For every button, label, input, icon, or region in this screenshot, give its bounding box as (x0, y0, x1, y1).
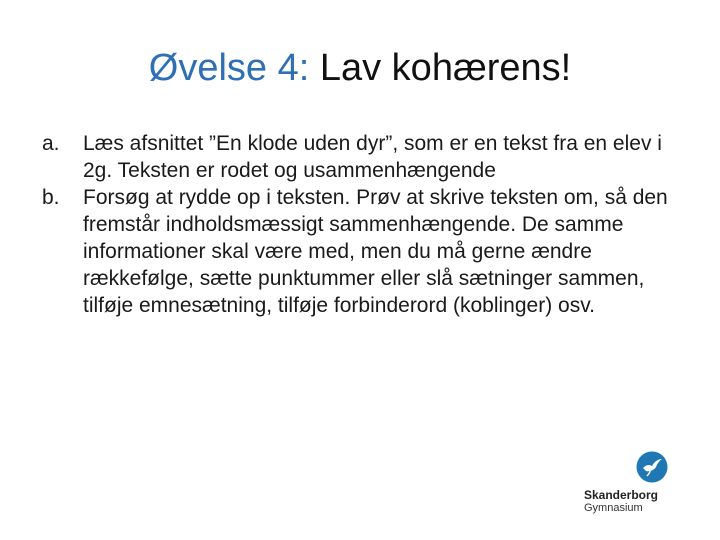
list-item (42, 184, 692, 319)
logo-subtitle: Gymnasium (584, 502, 643, 514)
list-item-text: Forsøg at rydde op i teksten. Prøv at skrive teksten om, så den fremstår indholdsmæssigt sammenhængende. De samme informationer skal være med, men du må gerne ændre rækkefølge, sætte punktummer eller slå sætninger sammen, tilføje emnesætning, tilføje forbinderord (koblinger) osv. (83, 186, 668, 317)
logo-name: Skanderborg (584, 488, 659, 502)
slide-title (0, 44, 720, 92)
list-marker: a. (42, 132, 60, 155)
list-item-text: Læs afsnittet ”En klode uden dyr”, som er en tekst fra en elev i 2g. Teksten er rodet og usammenhængende (83, 132, 662, 182)
title-accent: Øvelse 4: (148, 47, 310, 89)
exercise-list (42, 130, 692, 319)
school-logo (582, 451, 682, 517)
list-marker: b. (42, 186, 60, 209)
title-main: Lav kohærens! (309, 47, 572, 89)
bird-circle-icon (636, 451, 668, 483)
list-item (42, 130, 692, 184)
